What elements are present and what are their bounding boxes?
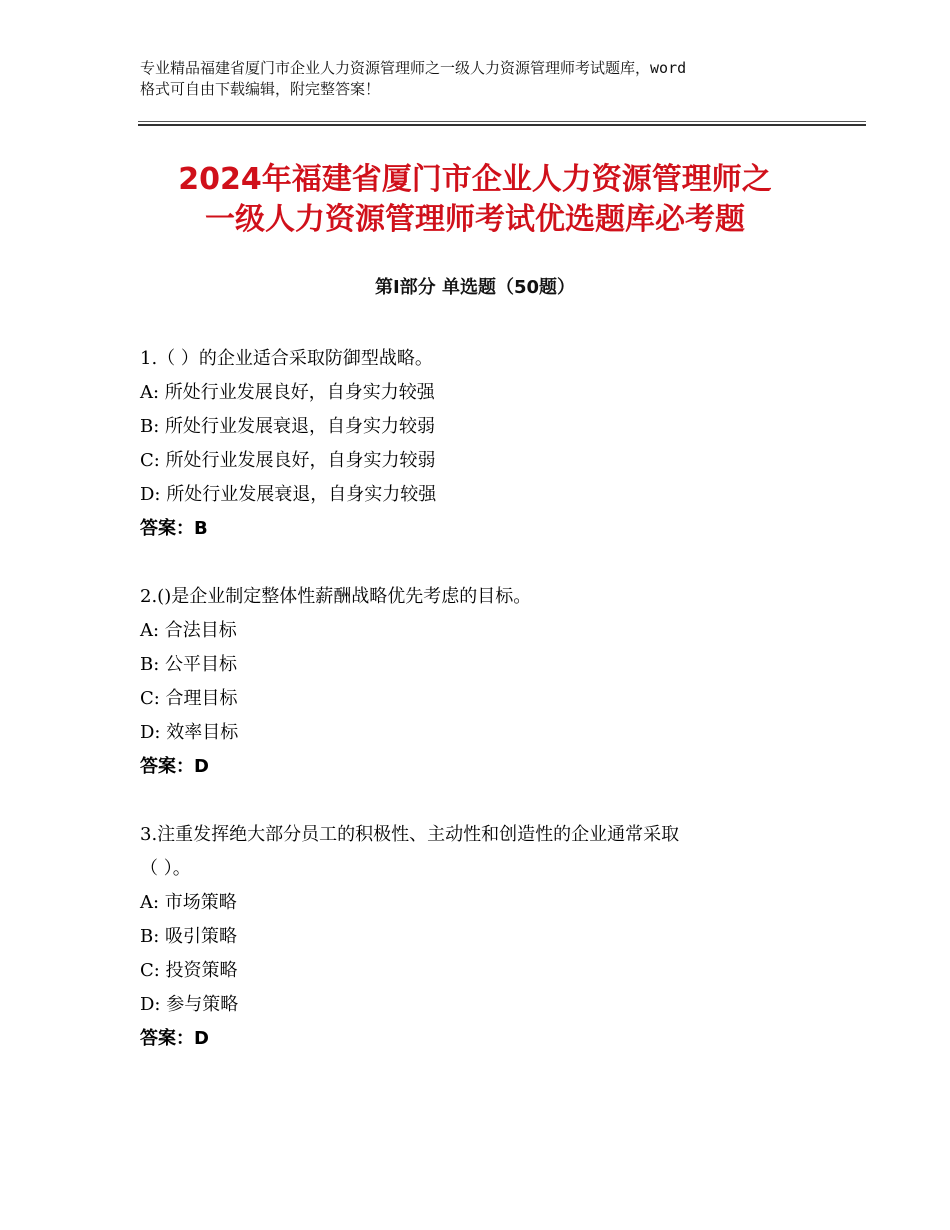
question-3 (140, 818, 840, 1056)
question-2-option-c: C: 合理目标 (140, 688, 238, 709)
question-3-option-a: A: 市场策略 (140, 892, 237, 913)
header-note-line-1: 专业精品福建省厦门市企业人力资源管理师之一级人力资源管理师考试题库，word (140, 59, 687, 77)
question-1-option-c: C: 所处行业发展良好，自身实力较弱 (140, 450, 436, 471)
question-1-stem: 1.（ ）的企业适合采取防御型战略。 (140, 348, 433, 369)
question-2-option-a: A: 合法目标 (140, 620, 237, 641)
question-1-option-d: D: 所处行业发展衰退，自身实力较强 (140, 484, 437, 505)
question-3-stem-line-1: 3.注重发挥绝大部分员工的积极性、主动性和创造性的企业通常采取 (140, 824, 680, 845)
question-1-option-a: A: 所处行业发展良好，自身实力较强 (140, 382, 435, 403)
question-2 (140, 580, 840, 784)
document-title-line-2: 一级人力资源管理师考试优选题库必考题 (205, 202, 745, 237)
question-3-stem-line-2: （ ）。 (140, 858, 191, 879)
header-divider-thin (138, 121, 866, 122)
question-3-option-b: B: 吸引策略 (140, 926, 238, 947)
header-note-line-2: 格式可自由下载编辑，附完整答案！ (140, 80, 381, 98)
question-3-answer: 答案：D (140, 1028, 209, 1049)
question-3-option-c: C: 投资策略 (140, 960, 238, 981)
header-divider-thick (138, 124, 866, 126)
question-1-option-b: B: 所处行业发展衰退，自身实力较弱 (140, 416, 436, 437)
question-1-answer: 答案：B (140, 518, 208, 539)
question-2-answer: 答案：D (140, 756, 209, 777)
question-2-stem: 2.()是企业制定整体性薪酬战略优先考虑的目标。 (140, 586, 532, 607)
question-1 (140, 342, 840, 546)
section-title: 第Ⅰ部分 单选题（50题） (374, 277, 575, 298)
document-title (100, 160, 850, 240)
document-header-note (140, 58, 830, 100)
question-3-option-d: D: 参与策略 (140, 994, 239, 1015)
question-2-option-d: D: 效率目标 (140, 722, 239, 743)
document-title-line-1: 2024年福建省厦门市企业人力资源管理师之 (178, 162, 772, 197)
question-2-option-b: B: 公平目标 (140, 654, 238, 675)
